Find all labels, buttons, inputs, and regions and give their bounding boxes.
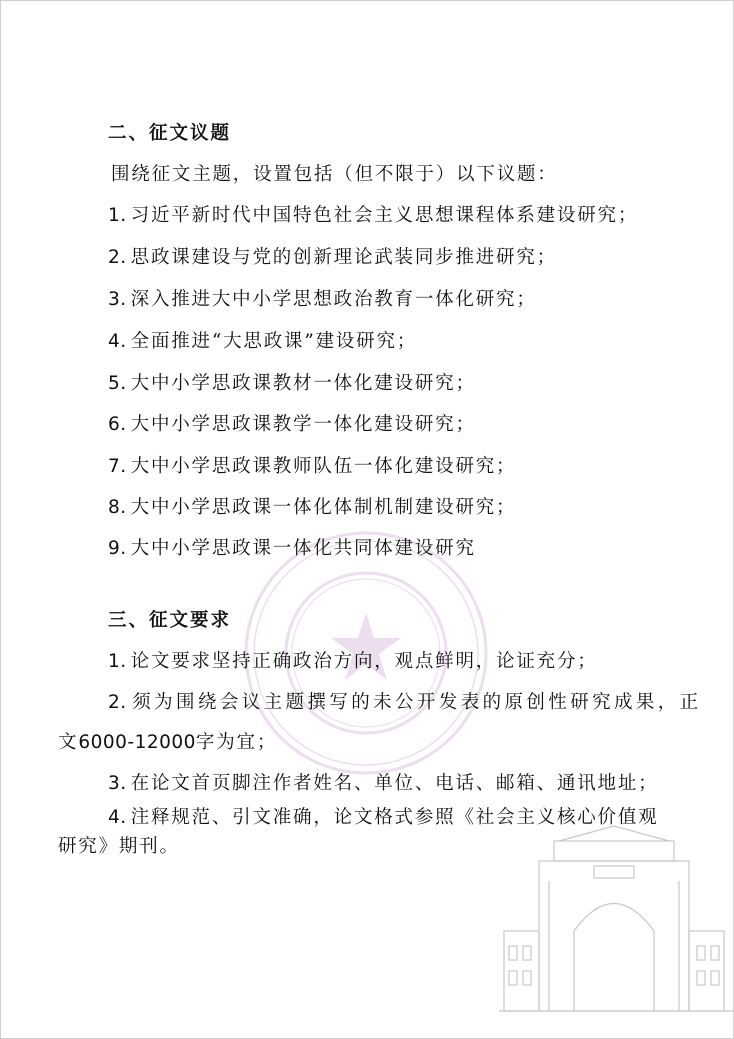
section-heading-requirements: 三、征文要求 xyxy=(108,610,232,631)
topic-number: 1. xyxy=(108,205,127,226)
topic-number: 2. xyxy=(108,247,127,268)
topic-item-7 xyxy=(108,455,516,479)
topic-text: 思政课建设与党的创新理论武装同步推进研究； xyxy=(130,247,557,268)
topic-number: 7. xyxy=(108,456,127,477)
school-gate-illustration xyxy=(499,821,734,1021)
requirement-text: 在论文首页脚注作者姓名、单位、电话、邮箱、通讯地址； xyxy=(130,773,659,794)
requirement-continuation-text: 文 xyxy=(58,732,79,753)
topic-number: 4. xyxy=(108,331,127,352)
requirement-text: 须为围绕会议主题撰写的未公开发表的原创性研究成果，正 xyxy=(130,692,700,713)
section-heading-topics: 二、征文议题 xyxy=(108,123,232,144)
topic-number: 8. xyxy=(108,497,127,518)
topic-number: 3. xyxy=(108,289,127,310)
topic-text: 全面推进“大思政课”建设研究； xyxy=(130,331,418,352)
requirement-text: 论文要求坚持正确政治方向，观点鲜明，论证充分； xyxy=(130,651,598,672)
requirement-item-4-continuation: 研究》期刊。 xyxy=(58,836,180,857)
requirement-number: 1. xyxy=(108,651,127,672)
topic-item-1 xyxy=(108,204,638,228)
topic-item-2 xyxy=(108,246,557,270)
topic-item-3 xyxy=(108,288,537,312)
requirement-continuation-text-end: 字为宜； xyxy=(195,732,278,753)
topic-text: 习近平新时代中国特色社会主义思想课程体系建设研究； xyxy=(130,205,639,226)
topic-item-9 xyxy=(108,537,476,561)
requirement-item-2-continuation xyxy=(58,731,277,755)
requirement-item-2 xyxy=(108,691,700,715)
topic-text: 大中小学思政课一体化体制机制建设研究； xyxy=(130,497,517,518)
requirement-item-1 xyxy=(108,650,598,674)
topic-item-6 xyxy=(108,413,476,437)
topic-number: 6. xyxy=(108,414,127,435)
requirement-text: 注释规范、引文准确，论文格式参照《社会主义核心价值观 xyxy=(130,807,659,828)
requirement-number: 4. xyxy=(108,807,127,828)
requirement-number: 3. xyxy=(108,773,127,794)
topics-intro: 围绕征文主题，设置包括（但不限于）以下议题： xyxy=(111,164,558,185)
topic-text: 大中小学思政课教材一体化建设研究； xyxy=(130,373,476,394)
topic-item-4 xyxy=(108,330,417,354)
topic-text: 深入推进大中小学思想政治教育一体化研究； xyxy=(130,289,537,310)
requirement-word-count: 6000-12000 xyxy=(78,732,196,753)
topic-text: 大中小学思政课教学一体化建设研究； xyxy=(130,414,476,435)
requirement-item-4 xyxy=(108,806,658,830)
topic-number: 9. xyxy=(108,538,127,559)
topic-item-8 xyxy=(108,496,516,520)
requirement-number: 2. xyxy=(108,692,127,713)
topic-text: 大中小学思政课教师队伍一体化建设研究； xyxy=(130,456,517,477)
topic-item-5 xyxy=(108,372,476,396)
topic-number: 5. xyxy=(108,373,127,394)
topic-text: 大中小学思政课一体化共同体建设研究 xyxy=(130,538,476,559)
requirement-item-3 xyxy=(108,772,658,796)
